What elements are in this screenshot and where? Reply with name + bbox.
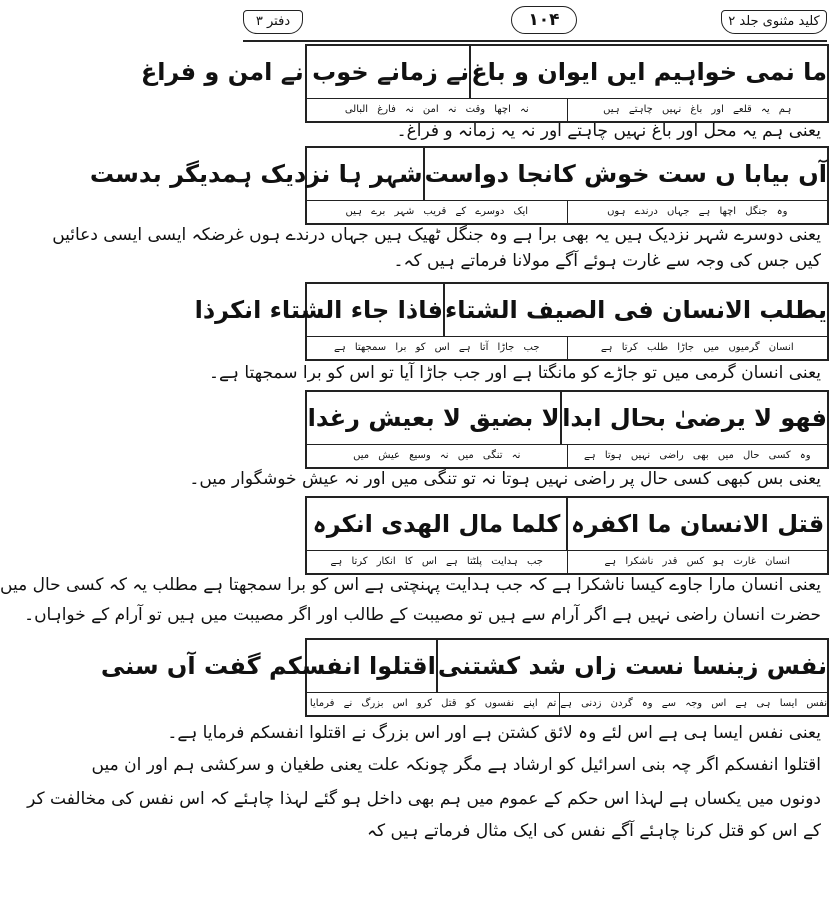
prose-line: یعنی ہم یہ محل اور باغ نہیں چاہتے اور نہ یہ زمانہ و فراغ۔ bbox=[396, 121, 821, 141]
verse-hemistich-right: نفس زینسا نست زاں شد کشتنی bbox=[437, 652, 827, 680]
verse-gloss-right: وہ جنگل اچھا ہے جہاں درندے ہوں bbox=[607, 206, 788, 217]
prose-line: یعنی انسان مارا جاوے کیسا ناشکرا ہے کہ جب ہدایت پہنچتی ہے اس کو برا سمجھتا ہے مطلب یہ کہ کسی حال میں bbox=[0, 575, 821, 595]
prose-line: یعنی دوسرے شہر نزدیک ہیں یہ بھی برا ہے وہ جنگل ٹھیک ہیں جہاں درندے ہوں غرضکہ ایسی ایسی دعائیں bbox=[52, 225, 821, 245]
verse-gloss-left: نہ اچھا وقت نہ امن نہ فارغ البالی bbox=[307, 99, 568, 121]
verse-gloss-left: ایک دوسرے کے قریب شہر برے ہیں bbox=[307, 201, 568, 223]
verse-table bbox=[89, 146, 829, 225]
page-number: ۱۰۴ bbox=[511, 6, 577, 34]
verse-gloss-right: انسان غارت ہو کس قدر ناشکرا ہے bbox=[604, 556, 791, 567]
verse-hemistich-right: فھو لا یرضیٰ بحال ابدا bbox=[562, 404, 827, 432]
verse-hemistich-left: اقتلوا انفسکم گفت آں سنی bbox=[101, 640, 438, 692]
verse-gloss-right: وہ کسی حال میں بھی راضی نہیں ہوتا ہے bbox=[583, 450, 811, 461]
prose-line: کے اس کو قتل کرنا چاہئے آگے نفس کی ایک مثال فرماتے ہیں کہ bbox=[367, 821, 821, 841]
prose-line: دونوں میں یکساں ہے لہذا اس حکم کے عموم میں ہم بھی داخل ہو گئے لہذا چاہئے کہ اس نفس کی مخالفت کر bbox=[27, 789, 821, 809]
verse-table bbox=[305, 390, 829, 469]
verse-table bbox=[194, 282, 829, 361]
verse-gloss-right: ہم یہ قلعے اور باغ نہیں چاہتے ہیں bbox=[603, 104, 792, 115]
verse-table bbox=[140, 44, 829, 123]
verse-hemistich-right: ما نمی خواہیم ایں ایوان و باغ bbox=[471, 58, 827, 86]
verse-hemistich-left: لا بضیق لا بعیش رغدا bbox=[307, 392, 562, 444]
verse-gloss-left: جب جاڑا آتا ہے اس کو برا سمجھتا ہے bbox=[307, 337, 568, 359]
verse-table bbox=[305, 496, 829, 575]
verse-gloss-left: تم اپنے نفسوں کو قتل کرو اس بزرگ نے فرمایا bbox=[307, 693, 560, 715]
prose-line: یعنی انسان گرمی میں تو جاڑے کو مانگتا ہے اور جب جاڑا آیا تو اس کو برا سمجھتا ہے۔ bbox=[209, 363, 821, 383]
verse-table bbox=[100, 638, 829, 717]
verse-hemistich-left: فاذا جاء الشتاء انکرذا bbox=[195, 284, 445, 336]
verse-gloss-right: نفس ایسا ہی ہے اس وجہ سے وہ گردن زدنی ہے bbox=[560, 698, 827, 709]
prose-line: یعنی نفس ایسا ہی ہے اس لئے وہ لائق کشتن ہے اور اس بزرگ نے اقتلوا انفسکم فرمایا ہے۔ bbox=[167, 723, 821, 743]
prose-line: حضرت انسان راضی نہیں ہے اگر آرام سے ہیں تو مصیبت کے طالب اور اگر مصیبت میں ہیں تو آرام کے خواہاں۔ bbox=[24, 605, 821, 625]
book-title: کلید مثنوی جلد ۲ bbox=[721, 10, 827, 34]
verse-hemistich-left: نے زمانے خوب نے امن و فراغ bbox=[141, 46, 471, 98]
verse-hemistich-right: قتل الانسان ما اکفرہ bbox=[570, 510, 825, 538]
prose-line: اقتلوا انفسکم اگر چہ بنی اسرائیل کو ارشاد ہے مگر چونکہ علت یعنی طغیان و سرکشی ہم اور ان میں bbox=[91, 755, 821, 775]
prose-line: یعنی بس کبھی کسی حال پر راضی نہیں ہوتا نہ تو تنگی میں اور نہ عیش خوشگوار میں۔ bbox=[189, 469, 821, 489]
verse-hemistich-right: یطلب الانسان فی الصیف الشتاء bbox=[444, 296, 827, 324]
verse-gloss-left: نہ تنگی میں نہ وسیع عیش میں bbox=[307, 445, 568, 467]
verse-hemistich-right: آں بیابا ں ست خوش کانجا دواست bbox=[424, 160, 827, 188]
verse-hemistich-left: کلما مال الھدی انکرہ bbox=[307, 498, 568, 550]
volume-label: دفتر ۳ bbox=[243, 10, 303, 34]
verse-hemistich-left: شہر ہا نزدیک ہمدیگر بدست bbox=[90, 148, 425, 200]
verse-gloss-left: جب ہدایت پلٹتا ہے اس کا انکار کرتا ہے bbox=[307, 551, 568, 573]
prose-line: کیں جس کی وجہ سے غارت ہوئے آگے مولانا فرماتے ہیں کہ۔ bbox=[393, 251, 821, 271]
verse-gloss-right: انسان گرمیوں میں جاڑا طلب کرتا ہے bbox=[600, 342, 794, 353]
page-header bbox=[243, 6, 827, 36]
header-rule bbox=[243, 40, 827, 42]
